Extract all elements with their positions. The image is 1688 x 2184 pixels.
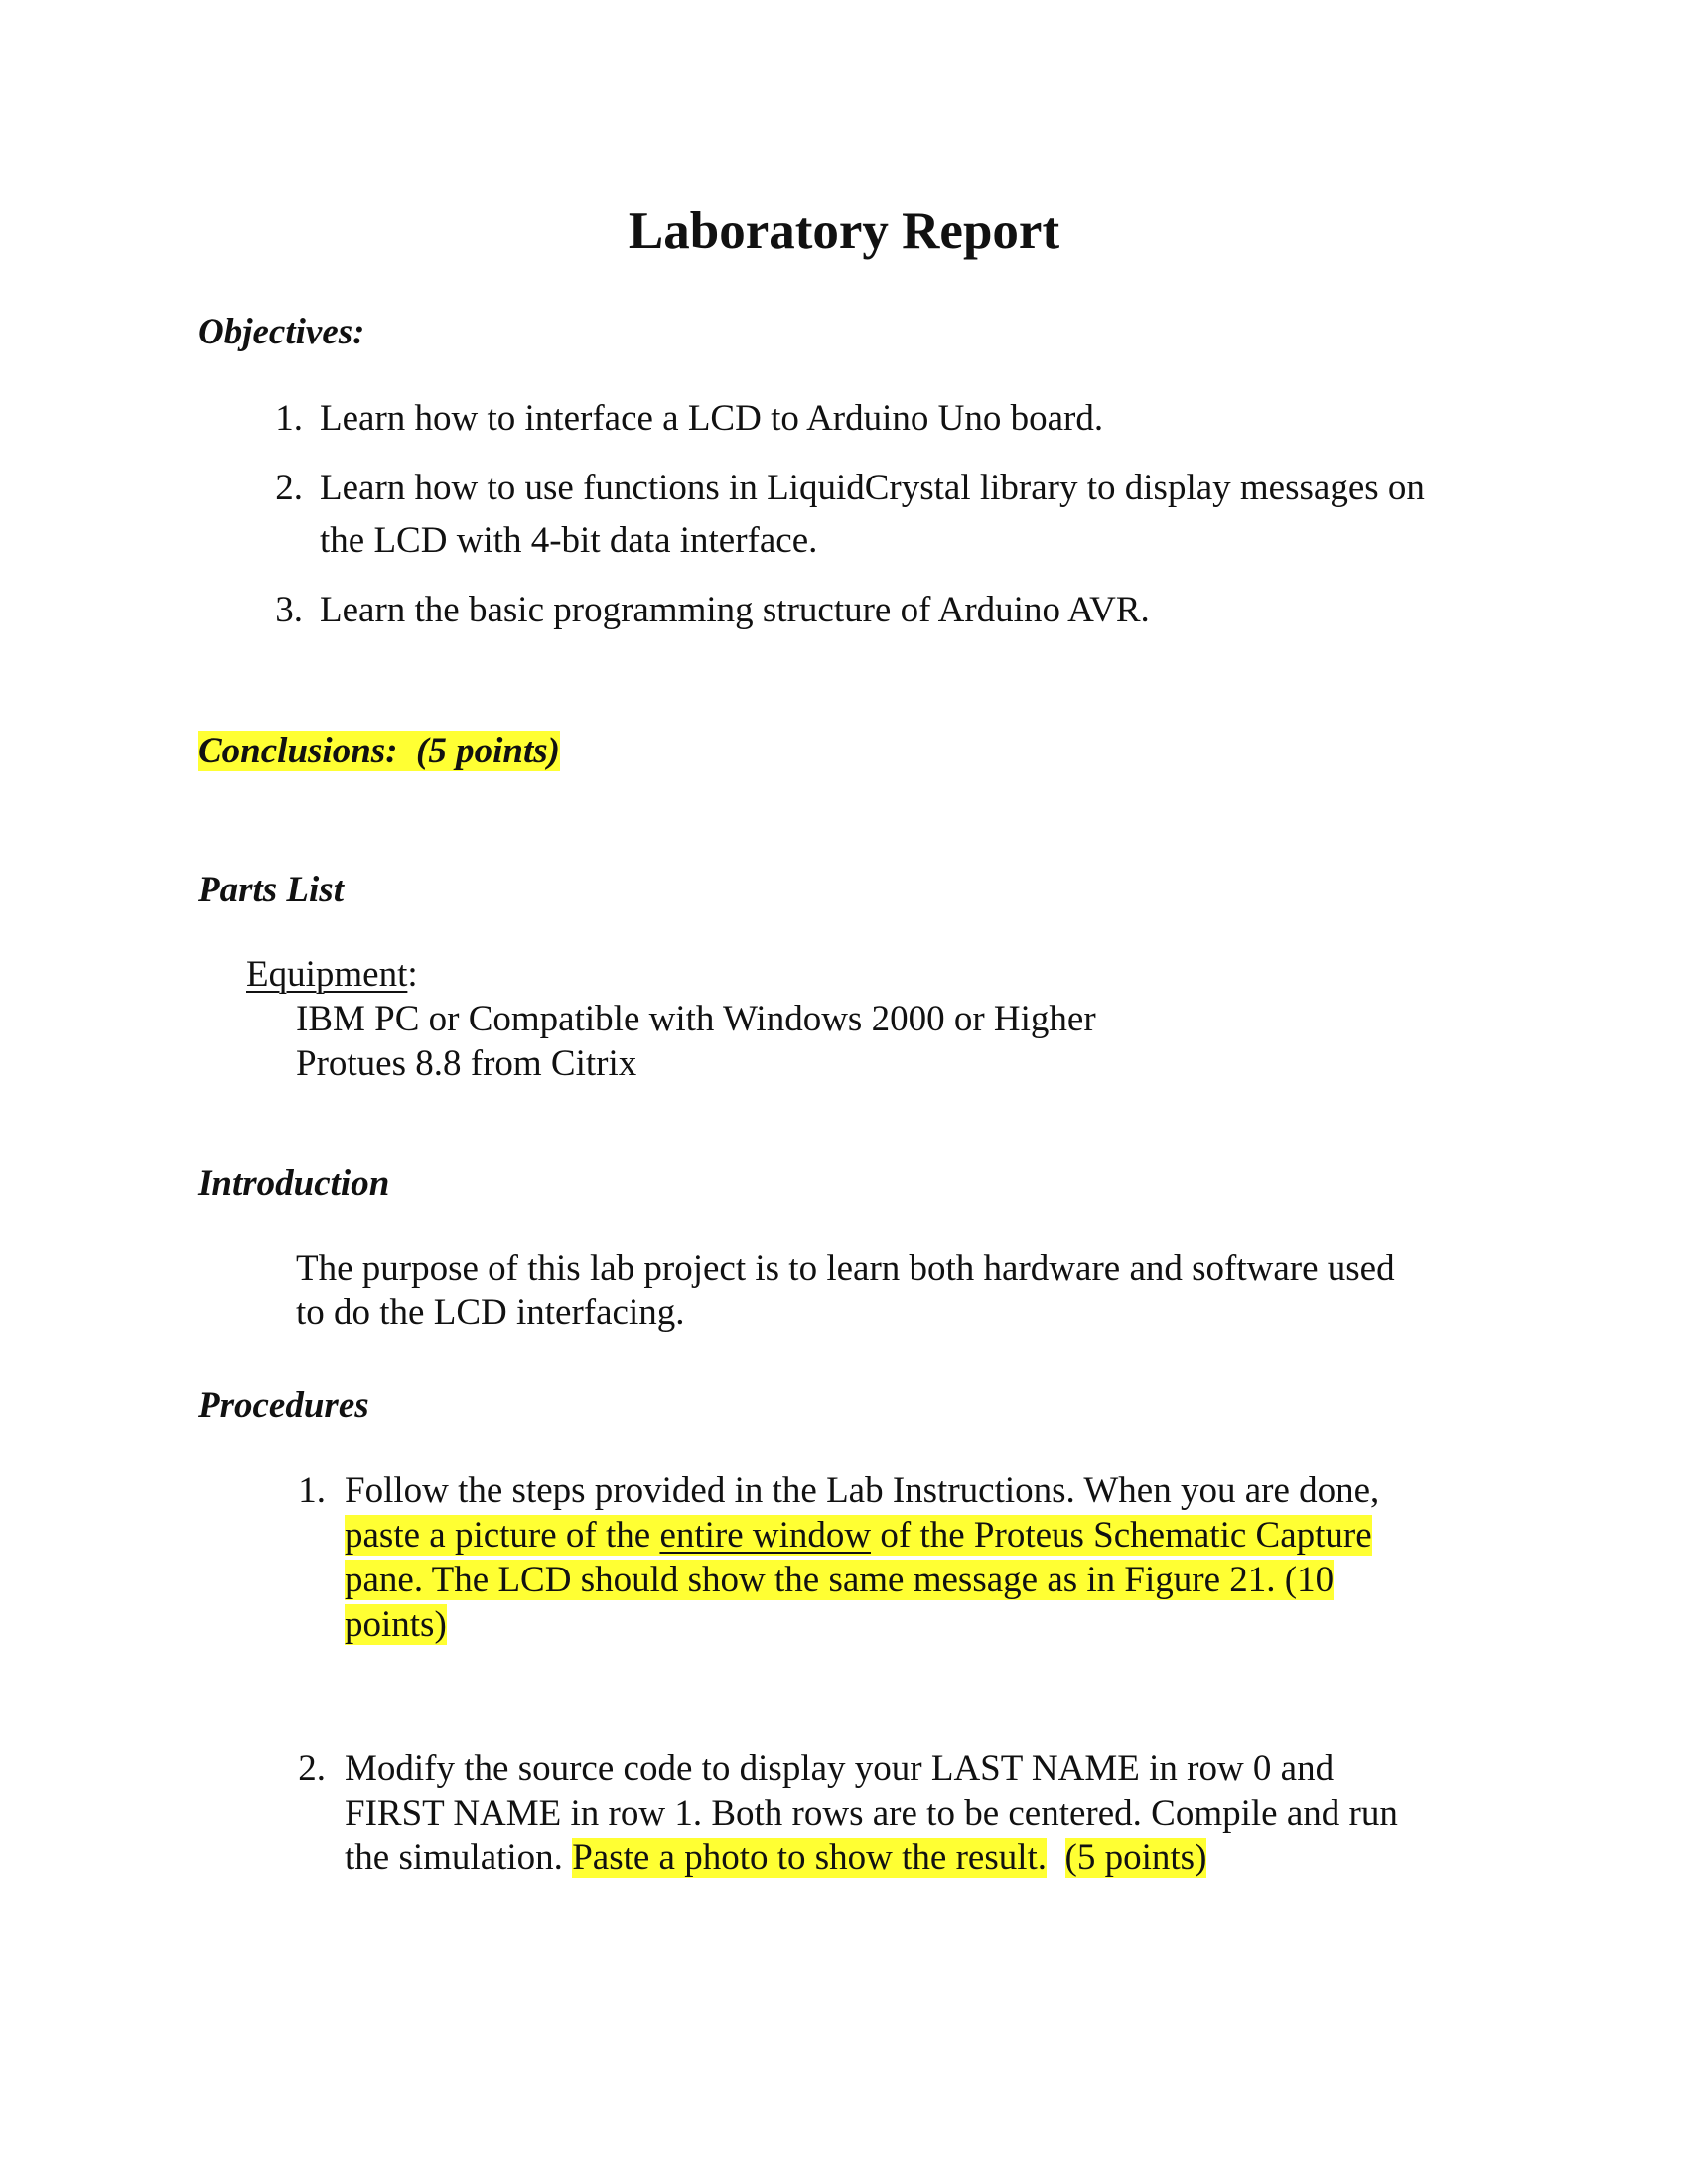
procedure-1-highlight: paste a picture of the bbox=[345, 1515, 660, 1556]
equipment-item: Protues 8.8 from Citrix bbox=[296, 1043, 637, 1084]
procedure-2-line-3 bbox=[345, 1837, 1206, 1880]
objective-number: 1. bbox=[275, 398, 303, 439]
objective-number: 3. bbox=[275, 590, 303, 630]
objective-item-continued: the LCD with 4-bit data interface. bbox=[320, 520, 818, 561]
conclusions-heading-text: Conclusions: (5 points) bbox=[198, 731, 560, 771]
procedure-2-gap bbox=[1047, 1838, 1065, 1878]
procedure-2-line-2: FIRST NAME in row 1. Both rows are to be centered. Compile and run bbox=[345, 1793, 1398, 1834]
procedure-1-line-2 bbox=[345, 1514, 1372, 1558]
procedure-2-line-1: Modify the source code to display your LAST NAME in row 0 and bbox=[345, 1748, 1335, 1789]
introduction-heading: Introduction bbox=[198, 1163, 390, 1204]
entire-window-text: entire window bbox=[659, 1515, 872, 1556]
procedure-2-points: (5 points) bbox=[1064, 1838, 1207, 1878]
procedure-1-highlight: of the Proteus Schematic Capture bbox=[871, 1515, 1372, 1556]
procedure-1-highlight: points) bbox=[345, 1604, 447, 1645]
procedure-1-line-1: Follow the steps provided in the Lab Instructions. When you are done, bbox=[345, 1470, 1380, 1511]
equipment-item: IBM PC or Compatible with Windows 2000 or Higher bbox=[296, 999, 1096, 1039]
equipment-colon: : bbox=[407, 954, 418, 995]
procedure-number: 1. bbox=[298, 1470, 326, 1511]
procedure-number: 2. bbox=[298, 1748, 326, 1789]
objective-item: Learn the basic programming structure of Arduino AVR. bbox=[320, 590, 1150, 630]
procedure-1-line-3 bbox=[345, 1559, 1334, 1602]
procedures-heading: Procedures bbox=[198, 1385, 369, 1426]
objective-number: 2. bbox=[275, 468, 303, 508]
procedure-1-line-4 bbox=[345, 1603, 447, 1647]
conclusions-heading bbox=[198, 729, 560, 774]
objective-item: Learn how to interface a LCD to Arduino Uno board. bbox=[320, 398, 1104, 439]
page-title: Laboratory Report bbox=[628, 203, 1060, 260]
procedure-2-highlight: Paste a photo to show the result. bbox=[572, 1838, 1048, 1878]
procedure-2-plain: the simulation. bbox=[345, 1838, 573, 1878]
introduction-text-continued: to do the LCD interfacing. bbox=[296, 1293, 685, 1333]
introduction-text: The purpose of this lab project is to learn both hardware and software used bbox=[296, 1248, 1395, 1289]
objectives-heading: Objectives: bbox=[198, 312, 365, 352]
equipment-label bbox=[246, 953, 418, 997]
procedure-1-highlight: pane. The LCD should show the same message as in Figure 21. (10 bbox=[345, 1560, 1335, 1600]
parts-list-heading: Parts List bbox=[198, 870, 344, 910]
procedure-1-highlight-underlined bbox=[659, 1515, 871, 1556]
equipment-label-text: Equipment bbox=[246, 954, 408, 995]
objective-item: Learn how to use functions in LiquidCrystal library to display messages on bbox=[320, 468, 1425, 508]
